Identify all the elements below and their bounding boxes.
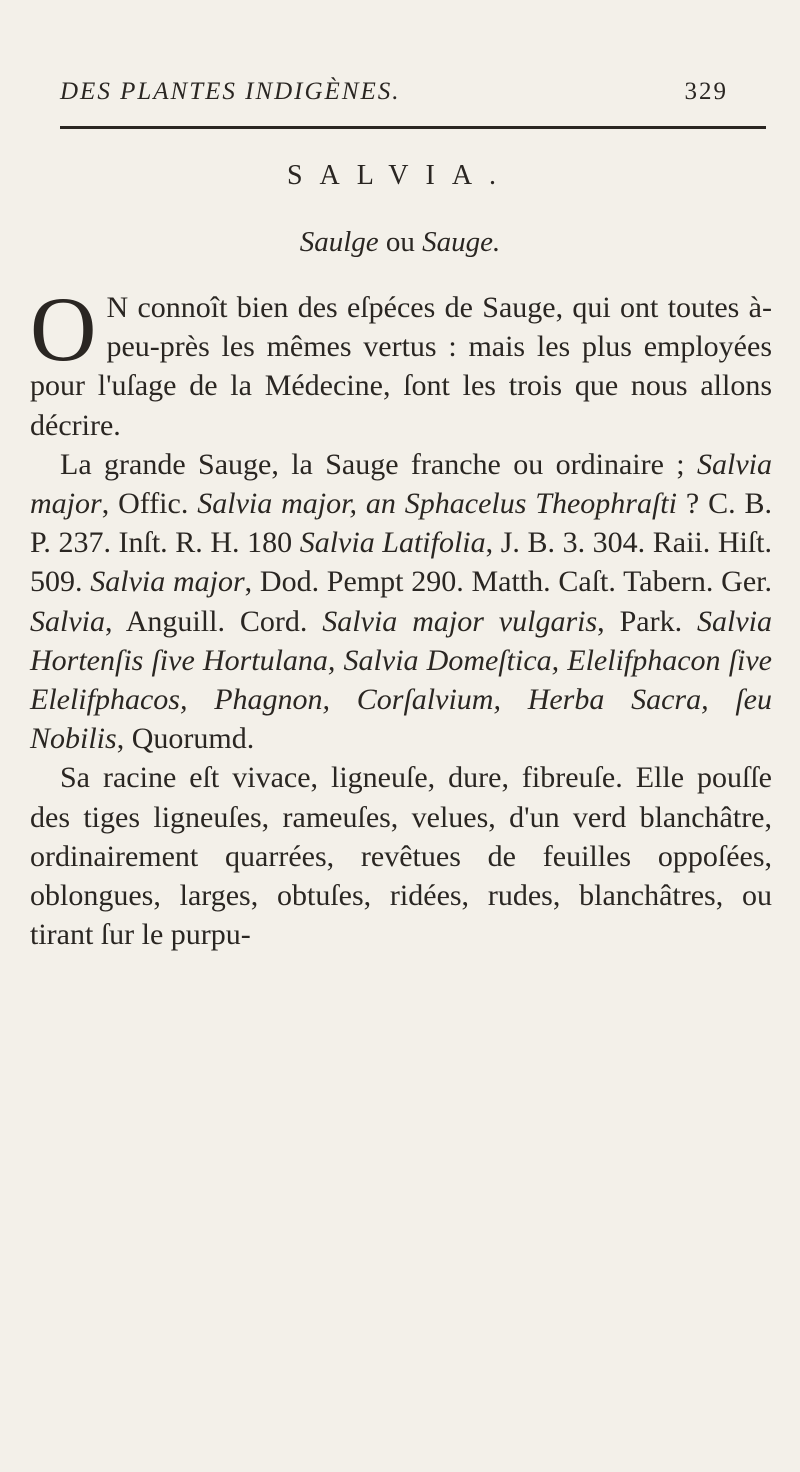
subheading-name-2: Sauge. — [422, 226, 501, 258]
synonyms-italic-3: Salvia Latifolia — [299, 526, 486, 560]
paragraph-intro-text: N connoît bien des eſpéces de Sauge, qui ont toutes à-peu-près les mêmes vertus : mais les plus employées pour l'uſage de la Médecine, ſont les trois que nous allons décrire. — [30, 291, 772, 442]
synonyms-text-8: , Quorumd. — [116, 722, 255, 756]
page-number: 329 — [684, 78, 728, 105]
header-rule — [60, 126, 766, 129]
running-head — [60, 70, 760, 114]
paragraph-synonyms — [30, 445, 772, 759]
section-subheading — [0, 226, 800, 259]
synonyms-text-4: , J. B. 3. 304. Raii. Hiſt. 509. — [30, 526, 772, 599]
paragraph-description: Sa racine eſt vivace, ligneuſe, dure, fibreuſe. Elle pouſſe des tiges ligneuſes, rameuſes, velues, d'un verd blanchâtre, ordinairement quarrées, revêtues de feuilles oppoſées, oblongues, larges, obtuſes, ridées, rudes, blanchâtres, ou tirant ſur le purpu- — [30, 761, 772, 952]
subheading-name-1: Saulge — [299, 226, 379, 258]
synonyms-italic-1: Salvia major — [30, 447, 772, 521]
synonyms-italic-5: Salvia — [30, 604, 105, 638]
synonyms-text-3: ? C. B. P. 237. Inſt. R. H. 180 — [30, 487, 772, 560]
subheading-connector: ou — [385, 226, 415, 258]
paragraph-intro — [30, 278, 772, 445]
body-text — [30, 278, 772, 954]
running-head-title: DES PLANTES INDIGÈNES. — [60, 78, 401, 105]
section-heading: SALVIA. — [286, 160, 514, 191]
synonyms-text-2: , Offic. — [101, 487, 198, 521]
synonyms-text-5: , Dod. Pempt 290. Matth. Caſt. Tabern. Ger. — [244, 565, 772, 599]
synonyms-italic-2: Salvia major, an Sphacelus Theophraſti — [197, 487, 677, 521]
synonyms-italic-6: Salvia major vulgaris — [322, 604, 598, 638]
synonyms-text-1: La grande Sauge, la Sauge franche ou ordinaire ; — [60, 447, 697, 481]
drop-cap: O — [30, 278, 97, 380]
synonyms-text-6: , Anguill. Cord. — [105, 604, 323, 638]
synonyms-text-7: , Park. — [597, 604, 697, 638]
synonyms-italic-7: Salvia Hortenſis ſive Hortulana, Salvia Domeſtica, Elelifphacon ſive Elelifphacos, Phagnon, Corſalvium, Herba Sacra, ſeu Nobilis — [30, 604, 772, 756]
synonyms-italic-4: Salvia major — [90, 565, 245, 599]
